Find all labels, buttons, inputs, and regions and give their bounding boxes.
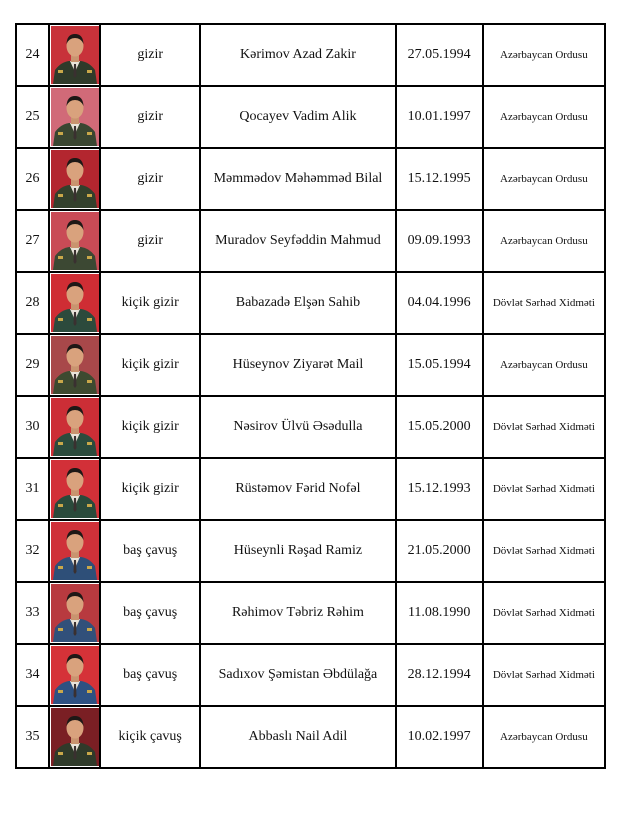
rank-cell: baş çavuş [100, 644, 200, 706]
row-number: 35 [16, 706, 49, 768]
full-name-cell: Hüseynli Rəşad Ramiz [200, 520, 395, 582]
full-name-cell: Məmmədov Məhəmməd Bilal [200, 148, 395, 210]
portrait-photo [51, 88, 99, 146]
full-name-cell: Babazadə Elşən Sahib [200, 272, 395, 334]
row-number: 24 [16, 24, 49, 86]
portrait-photo [51, 398, 99, 456]
row-number: 30 [16, 396, 49, 458]
row-number: 34 [16, 644, 49, 706]
table-row [16, 396, 605, 458]
rank-cell: gizir [100, 86, 200, 148]
portrait-cell [49, 334, 100, 396]
service-unit-cell: Azərbaycan Ordusu [483, 86, 605, 148]
portrait-cell [49, 396, 100, 458]
portrait-photo [51, 646, 99, 704]
portrait-cell [49, 272, 100, 334]
portrait-photo [51, 708, 99, 766]
birth-date-cell: 15.12.1995 [396, 148, 483, 210]
portrait-cell [49, 148, 100, 210]
portrait-cell [49, 86, 100, 148]
portrait-cell [49, 706, 100, 768]
service-unit-cell: Azərbaycan Ordusu [483, 210, 605, 272]
birth-date-cell: 15.12.1993 [396, 458, 483, 520]
table-row [16, 458, 605, 520]
portrait-cell [49, 520, 100, 582]
birth-date-cell: 21.05.2000 [396, 520, 483, 582]
birth-date-cell: 04.04.1996 [396, 272, 483, 334]
table-row [16, 148, 605, 210]
row-number: 29 [16, 334, 49, 396]
table-row [16, 334, 605, 396]
portrait-cell [49, 24, 100, 86]
personnel-table [15, 23, 606, 769]
table-row [16, 582, 605, 644]
portrait-photo [51, 584, 99, 642]
row-number: 32 [16, 520, 49, 582]
table-row [16, 644, 605, 706]
service-unit-cell: Dövlət Sərhəd Xidməti [483, 582, 605, 644]
personnel-table-body [16, 24, 605, 768]
rank-cell: kiçik gizir [100, 334, 200, 396]
birth-date-cell: 27.05.1994 [396, 24, 483, 86]
full-name-cell: Abbaslı Nail Adil [200, 706, 395, 768]
rank-cell: kiçik gizir [100, 458, 200, 520]
row-number: 28 [16, 272, 49, 334]
rank-cell: baş çavuş [100, 582, 200, 644]
service-unit-cell: Dövlət Sərhəd Xidməti [483, 644, 605, 706]
rank-cell: gizir [100, 24, 200, 86]
table-row [16, 210, 605, 272]
birth-date-cell: 10.02.1997 [396, 706, 483, 768]
service-unit-cell: Azərbaycan Ordusu [483, 148, 605, 210]
row-number: 31 [16, 458, 49, 520]
table-row [16, 272, 605, 334]
portrait-photo [51, 460, 99, 518]
full-name-cell: Qocayev Vadim Alik [200, 86, 395, 148]
portrait-cell [49, 210, 100, 272]
service-unit-cell: Dövlət Sərhəd Xidməti [483, 396, 605, 458]
birth-date-cell: 15.05.1994 [396, 334, 483, 396]
row-number: 25 [16, 86, 49, 148]
portrait-cell [49, 644, 100, 706]
full-name-cell: Hüseynov Ziyarət Mail [200, 334, 395, 396]
table-row [16, 24, 605, 86]
portrait-photo [51, 26, 99, 84]
table-row [16, 520, 605, 582]
rank-cell: gizir [100, 148, 200, 210]
portrait-photo [51, 150, 99, 208]
service-unit-cell: Azərbaycan Ordusu [483, 24, 605, 86]
birth-date-cell: 10.01.1997 [396, 86, 483, 148]
service-unit-cell: Dövlət Sərhəd Xidməti [483, 520, 605, 582]
service-unit-cell: Dövlət Sərhəd Xidməti [483, 272, 605, 334]
birth-date-cell: 09.09.1993 [396, 210, 483, 272]
service-unit-cell: Azərbaycan Ordusu [483, 706, 605, 768]
full-name-cell: Muradov Seyfəddin Mahmud [200, 210, 395, 272]
row-number: 27 [16, 210, 49, 272]
full-name-cell: Nəsirov Ülvü Əsədulla [200, 396, 395, 458]
row-number: 26 [16, 148, 49, 210]
rank-cell: baş çavuş [100, 520, 200, 582]
rank-cell: gizir [100, 210, 200, 272]
portrait-photo [51, 522, 99, 580]
birth-date-cell: 11.08.1990 [396, 582, 483, 644]
rank-cell: kiçik gizir [100, 272, 200, 334]
row-number: 33 [16, 582, 49, 644]
table-row [16, 86, 605, 148]
full-name-cell: Kərimov Azad Zakir [200, 24, 395, 86]
service-unit-cell: Dövlət Sərhəd Xidməti [483, 458, 605, 520]
full-name-cell: Rəhimov Təbriz Rəhim [200, 582, 395, 644]
full-name-cell: Sadıxov Şəmistan Əbdülağa [200, 644, 395, 706]
rank-cell: kiçik gizir [100, 396, 200, 458]
portrait-cell [49, 458, 100, 520]
portrait-photo [51, 336, 99, 394]
portrait-cell [49, 582, 100, 644]
table-row [16, 706, 605, 768]
service-unit-cell: Azərbaycan Ordusu [483, 334, 605, 396]
portrait-photo [51, 212, 99, 270]
rank-cell: kiçik çavuş [100, 706, 200, 768]
full-name-cell: Rüstəmov Fərid Nofəl [200, 458, 395, 520]
birth-date-cell: 28.12.1994 [396, 644, 483, 706]
portrait-photo [51, 274, 99, 332]
birth-date-cell: 15.05.2000 [396, 396, 483, 458]
